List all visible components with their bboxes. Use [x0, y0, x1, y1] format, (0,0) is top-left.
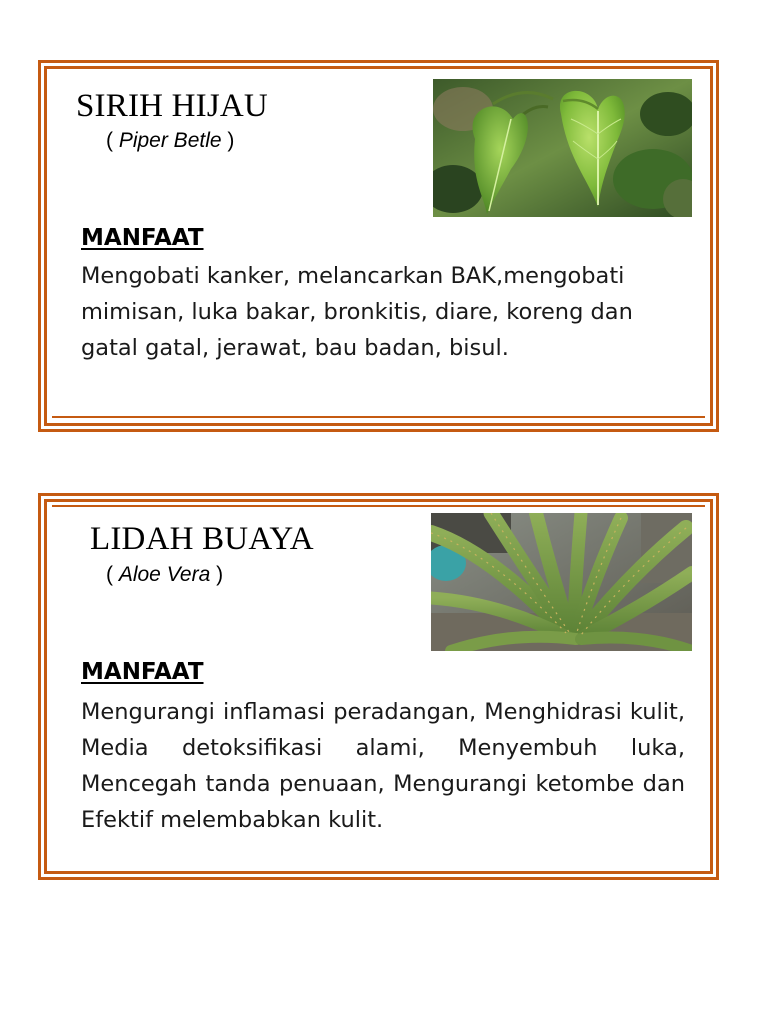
plant-card-lidah-buaya	[38, 493, 719, 880]
section-heading-manfaat: MANFAAT	[81, 225, 204, 251]
plant-card-sirih-hijau	[38, 60, 719, 432]
aloe-vera-photo	[431, 513, 692, 651]
section-heading-manfaat: MANFAAT	[81, 659, 204, 685]
card-frame-line	[52, 416, 705, 418]
betel-leaf-photo	[433, 79, 692, 217]
plant-latin-name: ( Piper Betle )	[106, 129, 235, 152]
benefits-text: Mengobati kanker, melancarkan BAK,mengobati mimisan, luka bakar, bronkitis, diare, koreng dan gatal gatal, jerawat, bau badan, bisul.	[81, 263, 633, 361]
plant-name: LIDAH BUAYA	[90, 521, 314, 557]
card-frame-line	[52, 505, 705, 507]
plant-name: SIRIH HIJAU	[76, 88, 268, 124]
plant-latin-name: ( Aloe Vera )	[106, 563, 224, 586]
benefits-text: Mengurangi inflamasi peradangan, Menghidrasi kulit, Media detoksifikasi alami, Menyembuh luka, Mencegah tanda penuaan, Mengurangi ketombe dan Efektif melembabkan kulit.	[81, 699, 685, 833]
